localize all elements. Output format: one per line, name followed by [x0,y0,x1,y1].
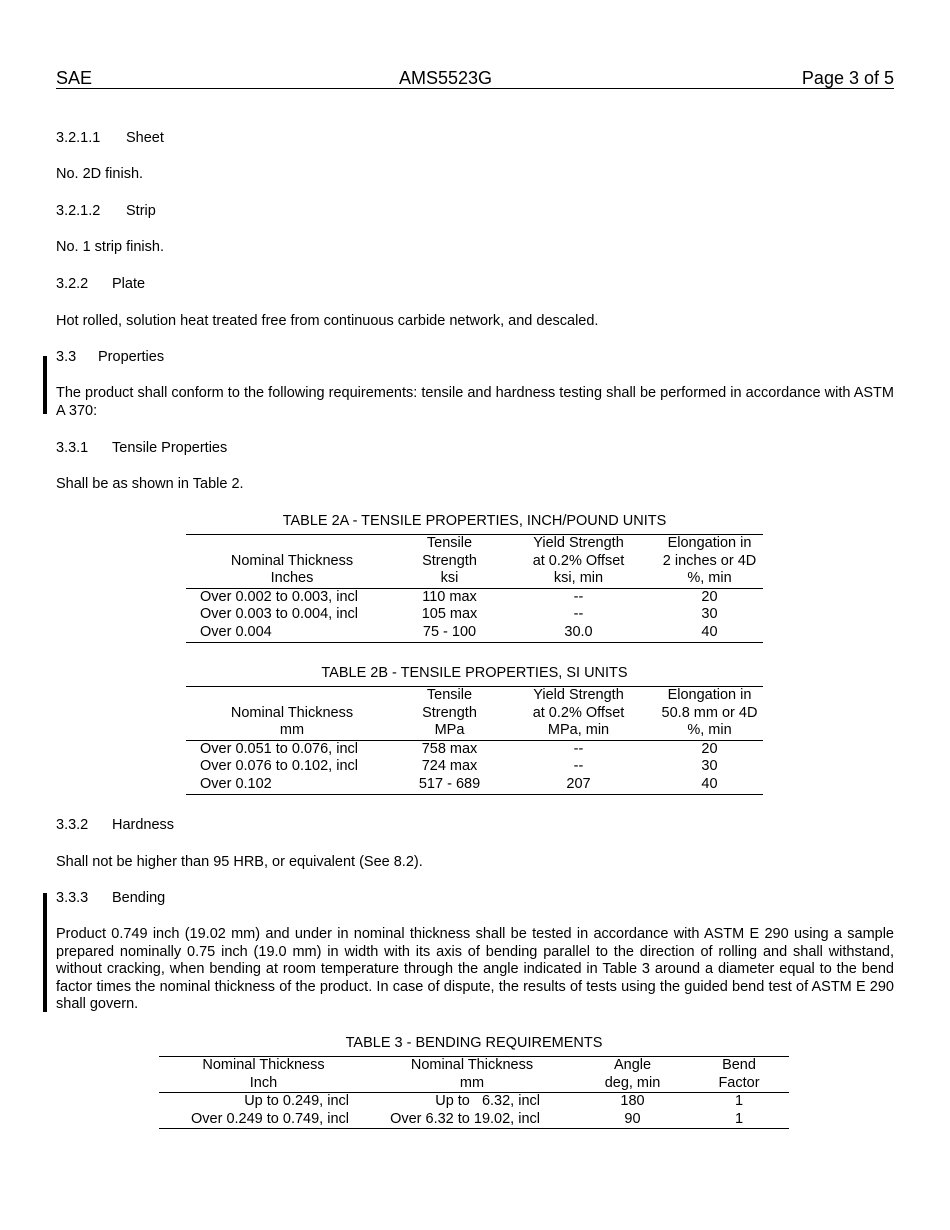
table-header-cell: deg, min [604,1074,661,1091]
table-row [186,776,763,794]
text-3-2-2: Hot rolled, solution heat treated free from continuous carbide network, and descaled. [56,313,599,329]
table-cell: Over 0.002 to 0.003, incl [200,588,358,605]
text-3-2-1-2: No. 1 strip finish. [56,239,164,255]
table-row [186,588,763,606]
table-header-cell: Inches [270,570,314,587]
table-header-cell [186,687,398,705]
table-header-cell [186,535,398,553]
table-header-cell: Strength [422,704,477,721]
table-header-cell: Yield Strength [533,687,624,703]
table-cell: 207 [566,775,591,792]
section-number: 3.2.1.1 [56,130,101,146]
table-cell: Over 6.32 to 19.02, incl [390,1110,540,1127]
table-cell: Over 0.051 to 0.076, incl [200,740,358,757]
section-number: 3.3 [56,349,77,365]
table-3 [159,1056,789,1129]
table-cell: Over 0.004 [200,623,272,640]
table-cell: 20 [701,588,718,605]
table-cell: -- [573,588,584,605]
section-number: 3.3.1 [56,440,89,456]
section-title: Tensile Properties [112,440,228,456]
section-title: Properties [98,349,165,365]
header-org: SAE [56,68,93,88]
table-cell: 180 [620,1093,645,1110]
table-header-cell: Tensile [426,687,473,703]
text-3-3-1: Shall be as shown in Table 2. [56,476,244,492]
table-header-cell: Yield Strength [533,535,624,551]
table-3-caption: TABLE 3 - BENDING REQUIREMENTS [345,1035,603,1051]
table-header-cell: Nominal Thickness [410,1057,534,1073]
table-2a-caption: TABLE 2A - TENSILE PROPERTIES, INCH/POUND UNITS [282,513,667,529]
table-row [186,606,763,624]
section-title: Strip [126,203,156,219]
heading-3-2-2 [56,276,145,292]
text-3-3-2: Shall not be higher than 95 HRB, or equivalent (See 8.2). [56,854,423,870]
table-header-cell: Angle [613,1057,652,1073]
table-cell: 110 max [422,588,477,605]
table-cell: 1 [734,1093,744,1110]
revision-bar [43,356,47,414]
header-page-number: Page 3 of 5 [801,68,894,88]
table-cell: 40 [701,623,718,640]
table-cell: 40 [701,775,718,792]
table-header-cell: at 0.2% Offset [532,704,625,721]
table-cell: 30 [701,758,718,775]
header-doc-number: AMS5523G [399,68,493,88]
heading-3-2-1-1 [56,130,164,146]
table-cell: Over 0.102 [200,775,272,792]
table-cell: Over 0.249 to 0.749, incl [191,1110,349,1127]
table-header-cell: Strength [422,552,477,569]
table-cell: 105 max [421,606,478,623]
table-cell: -- [573,758,584,775]
table-header-cell: mm [279,722,305,739]
table-2a [186,534,763,643]
section-title: Bending [112,890,166,906]
table-cell: 90 [624,1110,641,1127]
section-number: 3.2.1.2 [56,203,101,219]
table-cell: Up to 0.249, incl [244,1093,349,1110]
table-2b [186,686,763,795]
table-row [159,1111,789,1129]
table-header-cell: Bend [722,1057,756,1073]
table-header-cell: Elongation in [667,535,752,551]
table-cell: 30.0 [564,623,593,640]
table-header-cell: Nominal Thickness [202,1057,325,1073]
table-header-cell: MPa, min [547,722,610,739]
table-cell: Over 0.003 to 0.004, incl [200,606,358,623]
section-number: 3.3.2 [56,817,89,833]
table-header-cell: Inch [249,1074,278,1091]
table-header-cell: at 0.2% Offset [532,552,625,569]
table-cell: -- [573,606,584,623]
table-cell: Up to 6.32, incl [435,1093,540,1110]
page-header [56,68,894,89]
table-cell: 724 max [421,758,478,775]
text-3-3: The product shall conform to the following requirements: tensile and hardness testing shall be performed in accordance with ASTM A 370: [56,385,894,419]
heading-3-3-2 [56,817,174,833]
heading-3-3-1 [56,440,227,456]
table-header-cell: MPa [434,722,465,739]
table-cell: 1 [734,1110,744,1127]
table-cell: 75 - 100 [422,623,477,640]
table-header-cell: Factor [718,1074,760,1091]
section-title: Plate [112,276,146,292]
table-header-cell: Nominal Thickness [230,552,354,569]
table-header-cell: 50.8 mm or 4D [661,704,758,721]
table-header-cell: ksi [440,570,459,587]
table-row [186,624,763,642]
table-cell: 20 [701,740,718,757]
heading-3-3-3 [56,890,165,906]
table-row [159,1093,789,1111]
table-header-cell: %, min [687,722,732,739]
table-cell: 30 [701,606,718,623]
table-header-cell: 2 inches or 4D [662,552,757,569]
table-row [186,758,763,776]
table-header-cell: mm [459,1074,485,1091]
section-title: Sheet [126,130,164,146]
revision-bar [43,893,47,1012]
text-3-2-1-1: No. 2D finish. [56,166,144,182]
table-cell: 517 - 689 [418,775,481,792]
table-row [186,740,763,758]
heading-3-2-1-2 [56,203,156,219]
section-title: Hardness [112,817,175,833]
table-header-cell: Elongation in [667,687,752,703]
table-2b-caption: TABLE 2B - TENSILE PROPERTIES, SI UNITS [321,665,628,681]
table-cell: -- [573,740,584,757]
section-number: 3.3.3 [56,890,89,906]
section-number: 3.2.2 [56,276,89,292]
table-cell: Over 0.076 to 0.102, incl [200,758,358,775]
table-header-cell: Tensile [426,535,473,551]
table-header-cell: %, min [687,570,732,587]
text-3-3-3: Product 0.749 inch (19.02 mm) and under in nominal thickness shall be tested in accordance with ASTM E 290 using a sample prepared nominally 0.75 inch (19.0 mm) in width with its axis of bending parallel to the direction of rolling and shall withstand, without cracking, when bending at room temperature through the angle indicated in Table 3 around a diameter equal to the bend factor times the nominal thickness of the product. In case of dispute, the results of tests using the guided bend test of ASTM E 290 shall govern. [56,926,894,1012]
heading-3-3 [56,349,164,365]
table-cell: 758 max [421,740,478,757]
table-header-cell: ksi, min [553,570,604,587]
table-header-cell: Nominal Thickness [230,704,354,721]
